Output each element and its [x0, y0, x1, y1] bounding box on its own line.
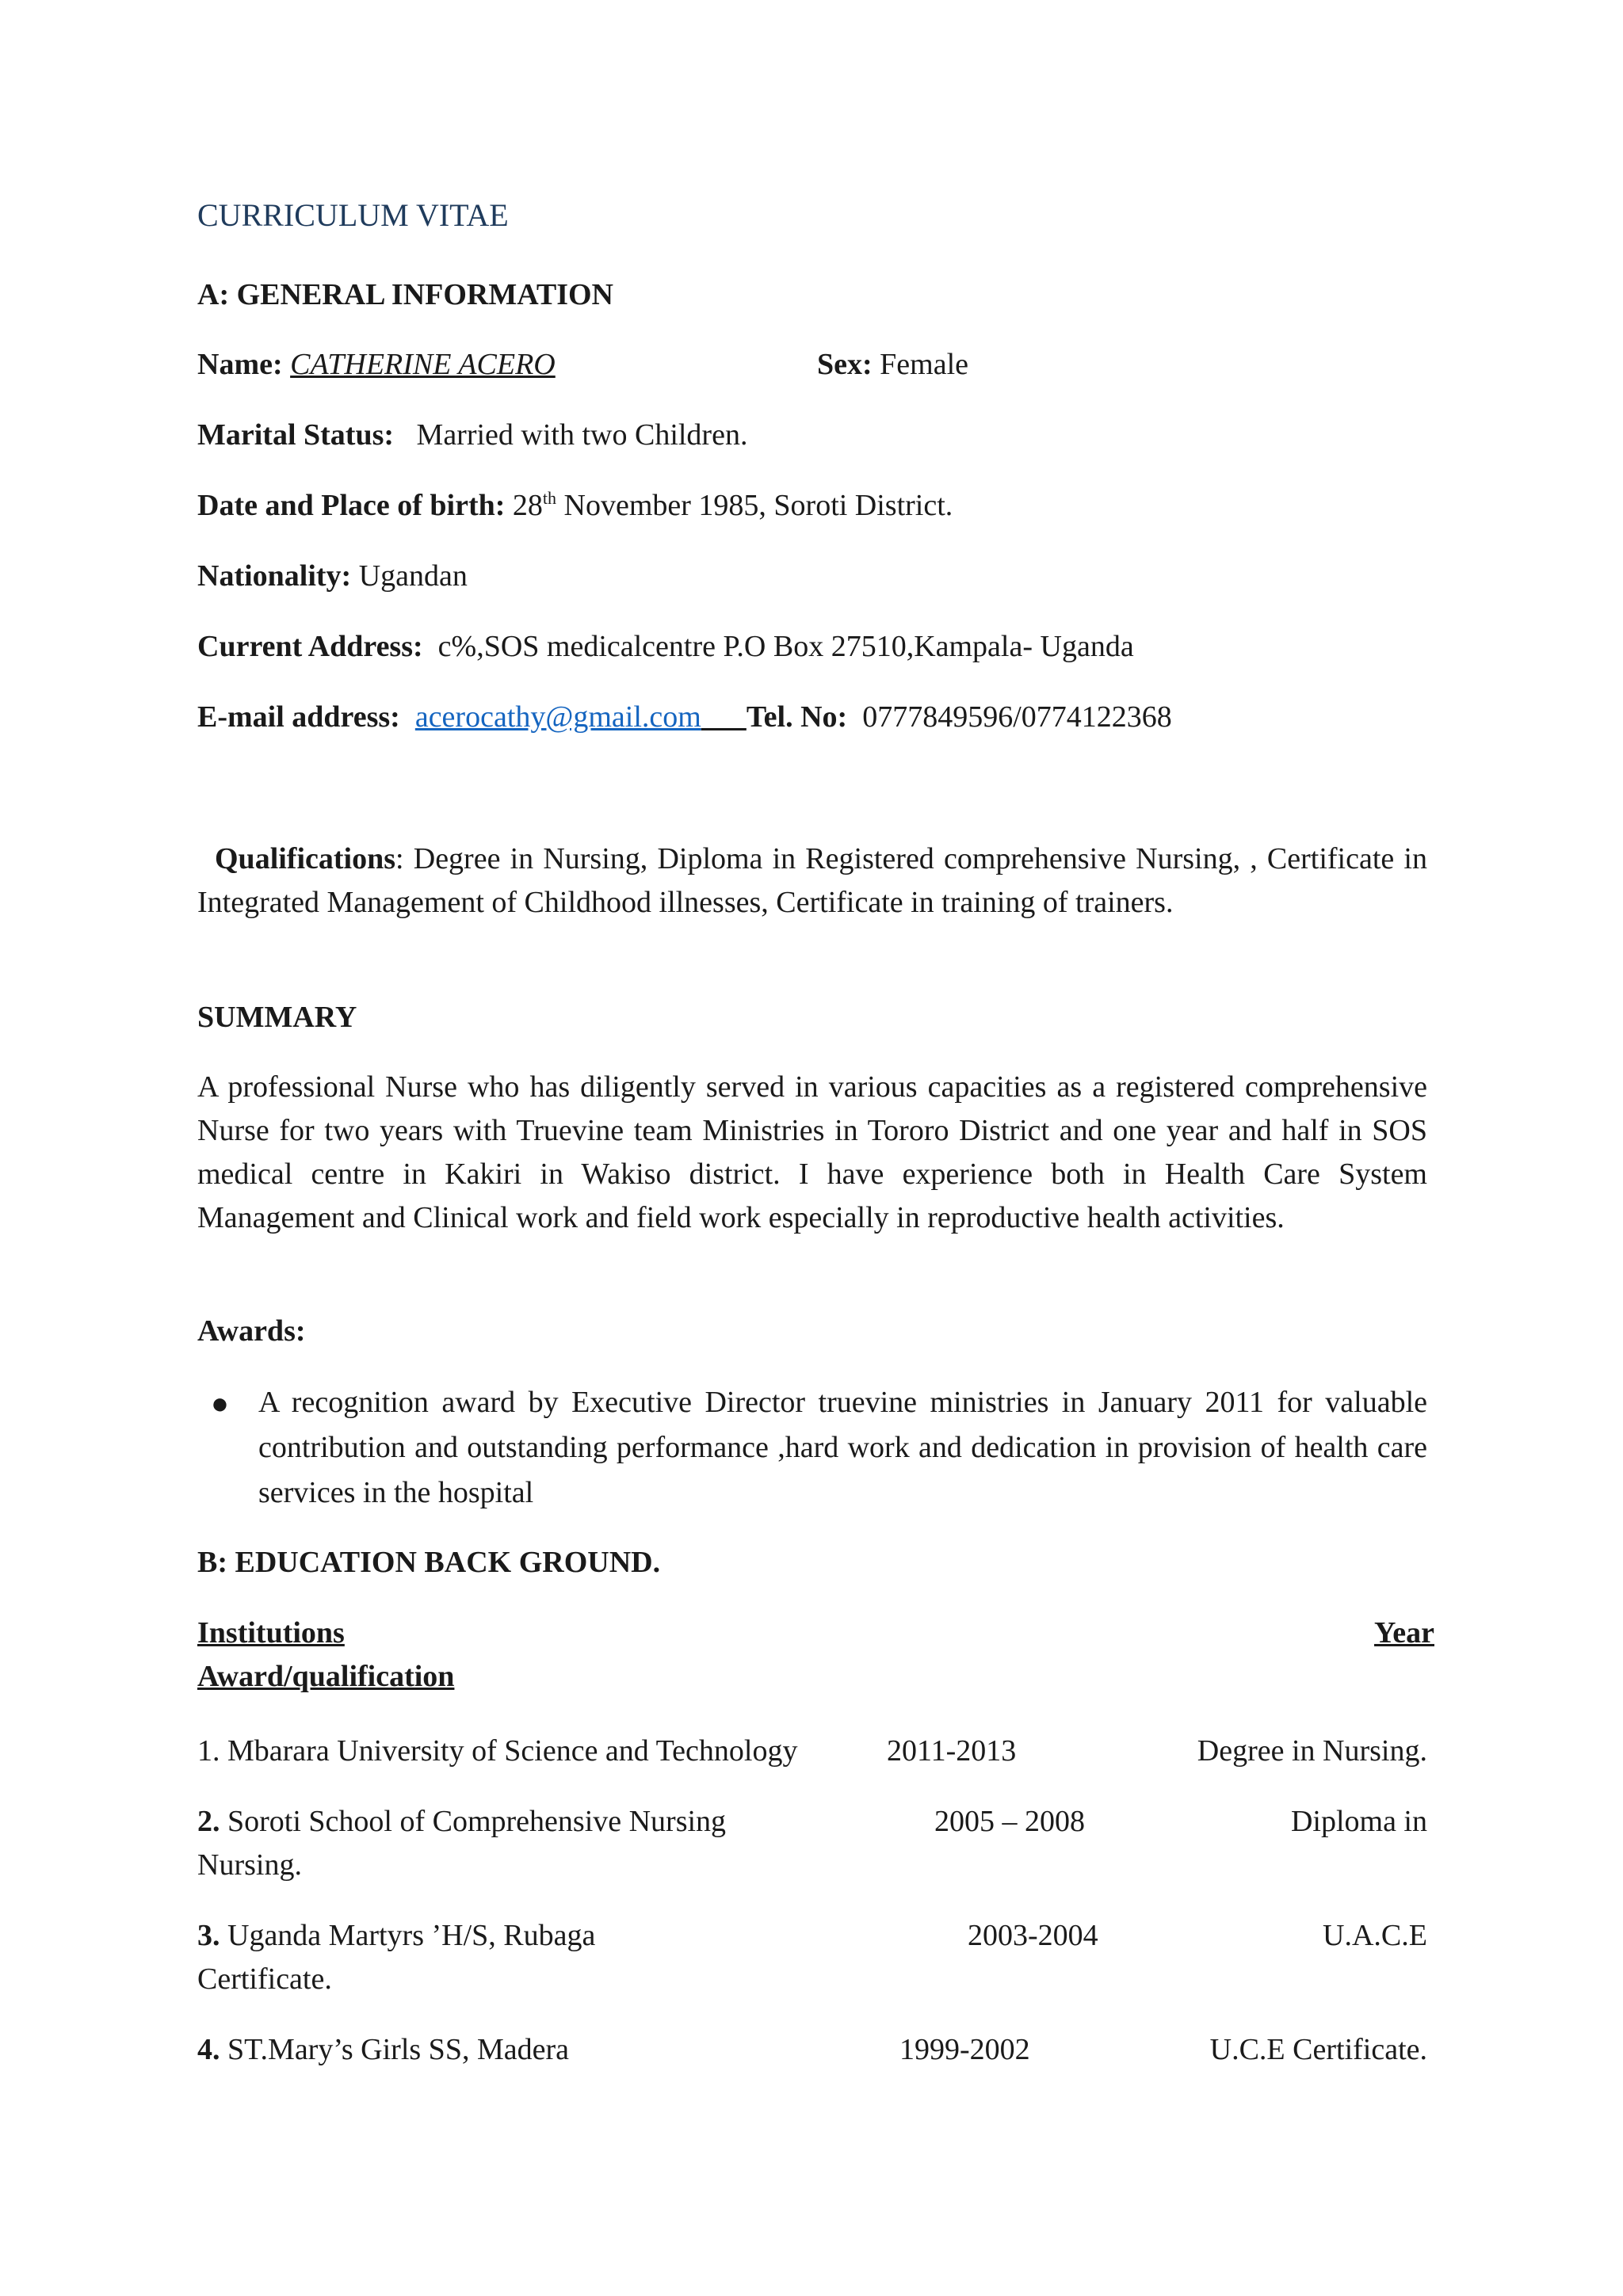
row-number: 1.	[197, 1734, 220, 1768]
years: 2005 – 2008	[934, 1805, 1085, 1838]
summary-heading: SUMMARY	[197, 1001, 357, 1034]
award-continued: Nursing.	[197, 1848, 302, 1882]
nationality-value: Ugandan	[358, 559, 468, 593]
email-label: E-mail address:	[197, 700, 400, 734]
awards-heading: Awards:	[197, 1314, 306, 1348]
tel-label: Tel. No:	[746, 700, 848, 734]
institution: Uganda Martyrs ’H/S, Rubaga	[227, 1919, 596, 1952]
date-of-birth-day: 28	[512, 489, 543, 522]
row-number: 4.	[197, 2033, 220, 2066]
award: U.C.E Certificate.	[1209, 2033, 1427, 2066]
institution: Mbarara University of Science and Technology	[227, 1734, 798, 1768]
award: U.A.C.E	[1323, 1919, 1427, 1952]
nationality-label: Nationality:	[197, 559, 352, 593]
years: 2011-2013	[887, 1734, 1017, 1768]
award: Degree in Nursing.	[1197, 1734, 1427, 1768]
name-value: CATHERINE ACERO	[290, 348, 556, 381]
marital-status-value: Married with two Children.	[416, 418, 748, 452]
education-heading: B: EDUCATION BACK GROUND.	[197, 1546, 661, 1579]
sex-label: Sex:	[817, 348, 873, 381]
sex-value: Female	[880, 348, 969, 381]
years: 1999-2002	[899, 2033, 1030, 2066]
document-title: CURRICULUM VITAE	[197, 197, 509, 233]
marital-status-label: Marital Status:	[197, 418, 395, 452]
bullet-icon: ●	[211, 1387, 229, 1421]
name-row	[197, 347, 556, 382]
sex-row	[817, 347, 968, 382]
date-of-birth-suffix: th	[542, 488, 557, 508]
institution: ST.Mary’s Girls SS, Madera	[227, 2033, 569, 2066]
year-column-header: Year	[1374, 1616, 1434, 1650]
nationality-row	[197, 559, 468, 593]
award-item: A recognition award by Executive Director truevine ministries in January 2011 for valuable contribution and outstanding performance ,hard work and dedication in provision of health care services in the hospital	[258, 1386, 1427, 1509]
email-link[interactable]: acerocathy@gmail.com	[414, 700, 701, 734]
marital-status-row	[197, 418, 747, 452]
institution: Soroti School of Comprehensive Nursing	[227, 1805, 727, 1838]
institutions-column-header: Institutions	[197, 1616, 345, 1650]
date-of-birth-label: Date and Place of birth:	[197, 489, 506, 522]
email-row	[197, 700, 1172, 734]
years: 2003-2004	[968, 1919, 1098, 1952]
award-column-header: Award/qualification	[197, 1660, 455, 1693]
summary-text: A professional Nurse who has diligently served in various capacities as a registered comprehensive Nurse for two years with Truevine team Ministries in Tororo District and one year and half in SOS medical centre in Kakiri in Wakiso district. I have experience both in Health Care System Management and Clinical work and field work especially in reproductive health activities.	[197, 1070, 1427, 1234]
tel-value: 0777849596/0774122368	[862, 700, 1172, 734]
qualifications-label: Qualifications	[215, 842, 396, 875]
date-of-birth-rest: November 1985, Soroti District.	[563, 489, 953, 522]
general-information-heading: A: GENERAL INFORMATION	[197, 278, 613, 311]
qualifications-paragraph	[197, 837, 1427, 925]
qualifications-text: : Degree in Nursing, Diploma in Registered comprehensive Nursing, , Certificate in Integrated Management of Childhood illnesses, Certificate in training of trainers.	[197, 842, 1427, 919]
row-number: 3.	[197, 1919, 220, 1952]
address-row	[197, 629, 1134, 664]
address-value: c%,SOS medicalcentre P.O Box 27510,Kampala- Uganda	[437, 630, 1134, 663]
award-continued: Certificate.	[197, 1962, 332, 1996]
name-label: Name:	[197, 348, 283, 381]
date-of-birth-row	[197, 488, 953, 523]
address-label: Current Address:	[197, 630, 423, 663]
award: Diploma in	[1290, 1805, 1427, 1838]
row-number: 2.	[197, 1805, 220, 1838]
